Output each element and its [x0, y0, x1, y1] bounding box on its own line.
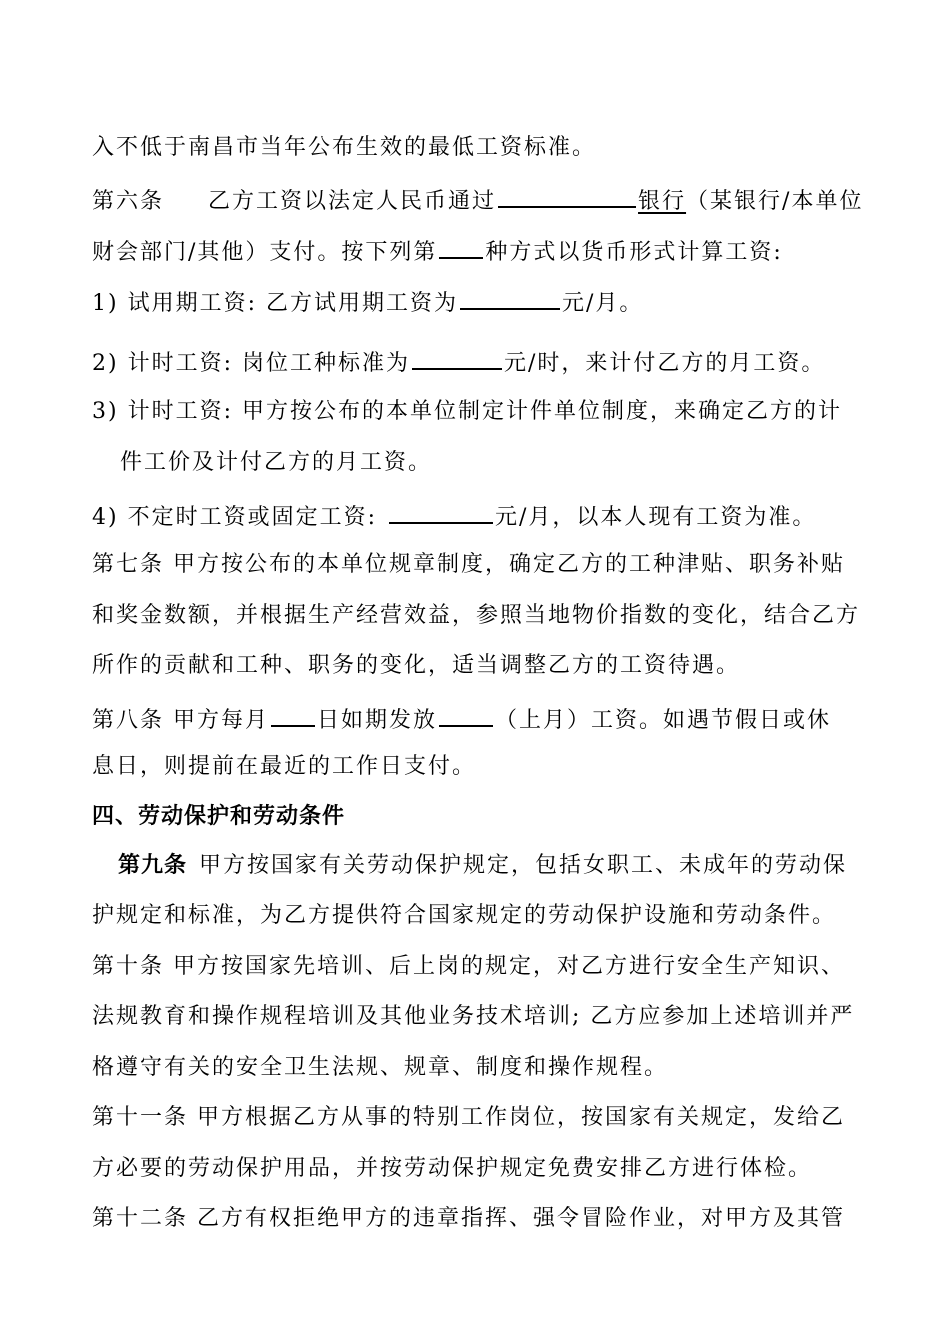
line-text: 日如期发放 [317, 708, 438, 733]
article-12-line [92, 1199, 890, 1239]
item-3-line [92, 392, 890, 432]
line-text: 1) 试用期工资: 乙方试用期工资为 [92, 291, 458, 316]
blank-field [412, 340, 502, 370]
article-label: 第六条 [92, 189, 165, 214]
line-text: 方必要的劳动保护用品，并按劳动保护规定免费安排乙方进行体检。 [92, 1156, 813, 1181]
line-text: （上月）工资。如遇节假日或休 [495, 708, 832, 733]
text-line [92, 128, 890, 168]
line-text: 第七条 甲方按公布的本单位规章制度，确定乙方的工种津贴、职务补贴 [92, 552, 845, 577]
text-line [92, 1048, 890, 1088]
article-11-line [92, 1098, 890, 1138]
blank-field [271, 697, 315, 727]
blank-field [439, 229, 483, 259]
text-line [92, 1149, 890, 1189]
text-line [92, 896, 890, 936]
line-text: 2) 计时工资: 岗位工种标准为 [92, 351, 410, 376]
line-text: 入不低于南昌市当年公布生效的最低工资标准。 [92, 135, 597, 160]
line-text: 3) 计时工资: 甲方按公布的本单位制定计件单位制度，来确定乙方的计 [92, 399, 842, 424]
text-line [92, 997, 890, 1037]
line-text: 乙方工资以法定人民币通过 [208, 189, 497, 214]
line-text: 元/月。 [561, 291, 644, 316]
text-line [92, 646, 890, 686]
blank-field [460, 280, 560, 310]
line-text: 元/月，以本人现有工资为准。 [495, 505, 817, 530]
line-text: 法规教育和操作规程培训及其他业务技术培训; 乙方应参加上述培训并严 [92, 1004, 855, 1029]
line-text: 所作的贡献和工种、职务的变化，适当调整乙方的工资待遇。 [92, 653, 741, 678]
item-1-line [92, 280, 890, 320]
line-text: 件工价及计付乙方的月工资。 [120, 450, 433, 475]
text-line [92, 229, 890, 269]
line-text: 甲方按国家有关劳动保护规定，包括女职工、未成年的劳动保 [199, 853, 848, 878]
blank-field [439, 697, 493, 727]
article-7-line [92, 545, 890, 585]
article-label: 第九条 [118, 853, 188, 878]
line-text: 种方式以货币形式计算工资: [485, 240, 783, 265]
text-line [92, 596, 890, 636]
line-text: 息日，则提前在最近的工作日支付。 [92, 754, 477, 779]
line-text: 护规定和标准，为乙方提供符合国家规定的劳动保护设施和劳动条件。 [92, 903, 837, 928]
line-text: 第十条 甲方按国家先培训、后上岗的规定，对乙方进行安全生产知识、 [92, 954, 845, 979]
item-4-line [92, 494, 890, 534]
heading-text: 四、劳动保护和劳动条件 [92, 804, 346, 829]
line-text: 第八条 甲方每月 [92, 708, 269, 733]
article-6-line [92, 178, 890, 218]
line-text: 第十一条 甲方根据乙方从事的特别工作岗位，按国家有关规定，发给乙 [92, 1105, 845, 1130]
line-text: 元/时，来计付乙方的月工资。 [503, 351, 826, 376]
line-text: （某银行/本单位 [686, 189, 864, 214]
text-line [120, 443, 890, 483]
item-2-line [92, 340, 890, 380]
bank-label: 银行 [638, 189, 687, 214]
article-8-line [92, 697, 890, 737]
article-10-line [92, 947, 890, 987]
article-9-line [118, 846, 890, 886]
text-line [92, 747, 890, 787]
section-heading [92, 797, 890, 837]
line-text: 格遵守有关的安全卫生法规、规章、制度和操作规程。 [92, 1055, 669, 1080]
line-text: 和奖金数额，并根据生产经营效益，参照当地物价指数的变化，结合乙方 [92, 603, 861, 628]
blank-field [498, 178, 636, 208]
line-text: 4) 不定时工资或固定工资: [92, 505, 377, 530]
line-text: 财会部门/其他）支付。按下列第 [92, 240, 438, 265]
line-text: 第十二条 乙方有权拒绝甲方的违章指挥、强令冒险作业，对甲方及其管 [92, 1206, 845, 1231]
blank-field [389, 494, 493, 524]
